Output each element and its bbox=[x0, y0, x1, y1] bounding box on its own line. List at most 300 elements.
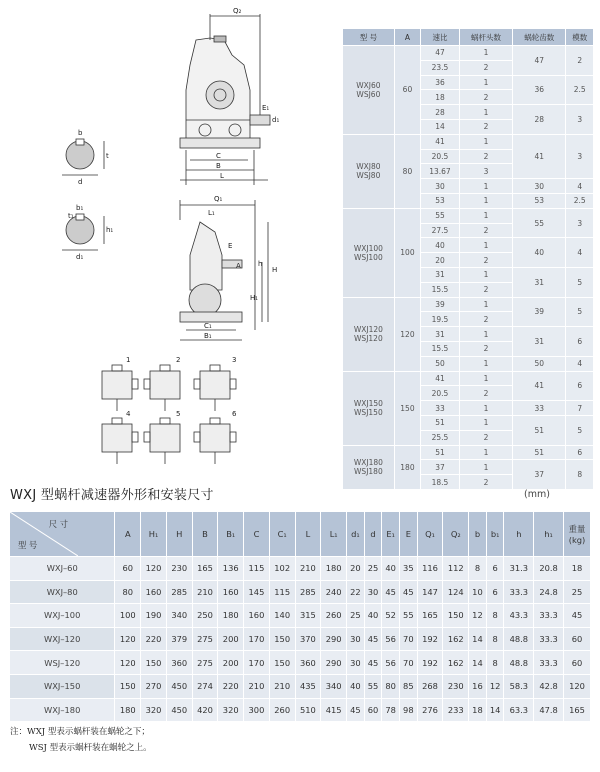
dims-value-cell: 56 bbox=[382, 651, 400, 675]
ratio-header-cell: A bbox=[394, 29, 420, 46]
dims-value-cell: 47.8 bbox=[534, 698, 564, 722]
ratio-heads-cell: 1 bbox=[459, 371, 512, 386]
dims-value-cell: 162 bbox=[443, 627, 469, 651]
dims-value-cell: 48.8 bbox=[504, 651, 534, 675]
ratio-teeth-cell: 55 bbox=[513, 208, 566, 238]
dims-value-cell: 8 bbox=[469, 557, 487, 581]
dims-value-cell: 360 bbox=[295, 651, 321, 675]
dims-value-cell: 165 bbox=[417, 604, 443, 628]
dims-value-cell: 250 bbox=[192, 604, 218, 628]
ratio-speed-cell: 36 bbox=[421, 75, 460, 90]
label-c1: C₁ bbox=[204, 322, 212, 330]
ratio-speed-cell: 23.5 bbox=[421, 60, 460, 75]
dims-value-cell: 10 bbox=[469, 580, 487, 604]
ratio-a-cell: 180 bbox=[394, 445, 420, 489]
gearbox-front-view bbox=[180, 14, 270, 185]
dims-value-cell: 45 bbox=[364, 651, 382, 675]
dims-value-cell: 315 bbox=[295, 604, 321, 628]
dims-header-cell: L bbox=[295, 512, 321, 557]
dims-value-cell: 120 bbox=[115, 651, 141, 675]
ratio-speed-cell: 14 bbox=[421, 119, 460, 134]
corner-top-label: 尺 寸 bbox=[48, 519, 68, 529]
ratio-row bbox=[343, 134, 594, 149]
ratio-heads-cell: 1 bbox=[459, 105, 512, 120]
ratio-module-cell: 5 bbox=[566, 267, 594, 297]
dims-value-cell: 340 bbox=[321, 674, 347, 698]
dims-value-cell: 290 bbox=[321, 651, 347, 675]
dims-header-cell: d₁ bbox=[347, 512, 365, 557]
dims-value-cell: 112 bbox=[443, 557, 469, 581]
dims-row bbox=[10, 580, 591, 604]
dims-value-cell: 270 bbox=[141, 674, 167, 698]
dims-value-cell: 78 bbox=[382, 698, 400, 722]
dims-header-cell: C bbox=[244, 512, 270, 557]
ratio-heads-cell: 1 bbox=[459, 238, 512, 253]
dims-value-cell: 210 bbox=[244, 674, 270, 698]
ratio-teeth-cell: 39 bbox=[513, 297, 566, 327]
dims-header-cell: b bbox=[469, 512, 487, 557]
dims-value-cell: 180 bbox=[218, 604, 244, 628]
ratio-speed-cell: 20.5 bbox=[421, 149, 460, 164]
dims-value-cell: 20 bbox=[347, 557, 365, 581]
dims-value-cell: 30 bbox=[347, 651, 365, 675]
ratio-row bbox=[343, 445, 594, 460]
config-number-5: 5 bbox=[176, 410, 181, 418]
ratio-teeth-cell: 47 bbox=[513, 46, 566, 76]
gearbox-drawings bbox=[0, 0, 340, 470]
dims-value-cell: 200 bbox=[218, 651, 244, 675]
ratio-a-cell: 120 bbox=[394, 297, 420, 371]
dims-value-cell: 160 bbox=[218, 580, 244, 604]
dims-value-cell: 260 bbox=[321, 604, 347, 628]
dims-value-cell: 290 bbox=[321, 627, 347, 651]
dims-value-cell: 120 bbox=[563, 674, 590, 698]
dims-value-cell: 100 bbox=[115, 604, 141, 628]
ratio-teeth-cell: 31 bbox=[513, 267, 566, 297]
label-d1-section: d₁ bbox=[76, 253, 84, 261]
dims-value-cell: 35 bbox=[400, 557, 418, 581]
dims-row bbox=[10, 651, 591, 675]
dims-value-cell: 80 bbox=[382, 674, 400, 698]
dims-value-cell: 300 bbox=[244, 698, 270, 722]
dims-value-cell: 70 bbox=[400, 651, 418, 675]
ratio-table-header bbox=[343, 29, 594, 46]
ratio-heads-cell: 2 bbox=[459, 253, 512, 268]
dims-value-cell: 20.8 bbox=[534, 557, 564, 581]
dims-model-cell: WXJ–120 bbox=[10, 627, 115, 651]
dims-value-cell: 45 bbox=[563, 604, 590, 628]
dims-value-cell: 450 bbox=[166, 698, 192, 722]
dims-value-cell: 30 bbox=[347, 627, 365, 651]
dims-header-cell: L₁ bbox=[321, 512, 347, 557]
ratio-heads-cell: 1 bbox=[459, 193, 512, 208]
dims-value-cell: 180 bbox=[115, 698, 141, 722]
ratio-heads-cell: 2 bbox=[459, 430, 512, 445]
ratio-module-cell: 4 bbox=[566, 238, 594, 268]
ratio-speed-cell: 55 bbox=[421, 208, 460, 223]
dims-value-cell: 60 bbox=[563, 627, 590, 651]
ratio-speed-cell: 41 bbox=[421, 371, 460, 386]
dims-model-cell: WXJ–60 bbox=[10, 557, 115, 581]
label-t: t bbox=[106, 152, 109, 160]
dims-header-cell: H bbox=[166, 512, 192, 557]
dims-value-cell: 379 bbox=[166, 627, 192, 651]
ratio-header-cell: 蜗轮齿数 bbox=[513, 29, 566, 46]
ratio-teeth-cell: 36 bbox=[513, 75, 566, 105]
dims-value-cell: 160 bbox=[141, 580, 167, 604]
label-a: A bbox=[236, 262, 241, 270]
label-l1: L₁ bbox=[208, 209, 215, 217]
dims-value-cell: 43.3 bbox=[504, 604, 534, 628]
ratio-speed-cell: 15.5 bbox=[421, 341, 460, 356]
ratio-heads-cell: 1 bbox=[459, 401, 512, 416]
ratio-teeth-cell: 51 bbox=[513, 415, 566, 445]
label-b1-base: B₁ bbox=[204, 332, 212, 340]
ratio-teeth-cell: 51 bbox=[513, 445, 566, 460]
config-number-6: 6 bbox=[232, 410, 237, 418]
dims-value-cell: 320 bbox=[218, 698, 244, 722]
notes bbox=[10, 724, 152, 756]
dims-value-cell: 12 bbox=[469, 604, 487, 628]
dims-value-cell: 40 bbox=[382, 557, 400, 581]
dims-value-cell: 165 bbox=[563, 698, 590, 722]
dims-value-cell: 435 bbox=[295, 674, 321, 698]
dims-value-cell: 320 bbox=[141, 698, 167, 722]
ratio-teeth-cell: 53 bbox=[513, 193, 566, 208]
label-h-small: h bbox=[258, 260, 263, 268]
label-h: H bbox=[272, 266, 278, 274]
dims-value-cell: 115 bbox=[244, 557, 270, 581]
ratio-speed-cell: 19.5 bbox=[421, 312, 460, 327]
note-line-1: 注：WXJ 型表示蜗杆装在蜗轮之下； bbox=[10, 727, 150, 737]
label-h1-height: H₁ bbox=[250, 294, 259, 302]
dims-value-cell: 150 bbox=[269, 651, 295, 675]
ratio-speed-cell: 25.5 bbox=[421, 430, 460, 445]
dims-value-cell: 33.3 bbox=[534, 651, 564, 675]
ratio-module-cell: 7 bbox=[566, 401, 594, 416]
unit-label: (mm) bbox=[524, 489, 550, 500]
ratio-module-cell: 6 bbox=[566, 371, 594, 401]
label-b: b bbox=[78, 129, 83, 137]
ratio-teeth-cell: 28 bbox=[513, 105, 566, 135]
dims-header-cell: B bbox=[192, 512, 218, 557]
dims-value-cell: 8 bbox=[486, 604, 504, 628]
ratio-table bbox=[342, 28, 594, 490]
dims-value-cell: 18 bbox=[563, 557, 590, 581]
dims-value-cell: 230 bbox=[166, 557, 192, 581]
ratio-speed-cell: 18 bbox=[421, 90, 460, 105]
ratio-module-cell: 4 bbox=[566, 179, 594, 194]
ratio-heads-cell: 1 bbox=[459, 297, 512, 312]
dims-header-cell: 重量 (kg) bbox=[563, 512, 590, 557]
ratio-row bbox=[343, 297, 594, 312]
dimensions-table-header bbox=[10, 512, 591, 557]
shaft-section-d bbox=[62, 139, 104, 175]
dims-model-cell: WXJ–180 bbox=[10, 698, 115, 722]
ratio-heads-cell: 2 bbox=[459, 475, 512, 490]
dims-header-cell: h bbox=[504, 512, 534, 557]
dims-value-cell: 140 bbox=[269, 604, 295, 628]
ratio-model-cell: WXJ60 WSJ60 bbox=[343, 46, 395, 135]
dims-value-cell: 31.3 bbox=[504, 557, 534, 581]
dims-model-cell: WSJ–120 bbox=[10, 651, 115, 675]
dims-value-cell: 420 bbox=[192, 698, 218, 722]
dims-value-cell: 124 bbox=[443, 580, 469, 604]
ratio-header-cell: 型 号 bbox=[343, 29, 395, 46]
dims-model-cell: WXJ–80 bbox=[10, 580, 115, 604]
ratio-model-cell: WXJ180 WSJ180 bbox=[343, 445, 395, 489]
ratio-row bbox=[343, 46, 594, 61]
label-q1: Q₁ bbox=[214, 195, 223, 203]
dims-value-cell: 24.8 bbox=[534, 580, 564, 604]
label-q2: Q₂ bbox=[233, 7, 242, 15]
dims-header-cell: C₁ bbox=[269, 512, 295, 557]
dims-value-cell: 150 bbox=[269, 627, 295, 651]
ratio-speed-cell: 15.5 bbox=[421, 282, 460, 297]
label-e: E bbox=[228, 242, 233, 250]
ratio-model-cell: WXJ120 WSJ120 bbox=[343, 297, 395, 371]
dims-row bbox=[10, 698, 591, 722]
dims-header-cell: A bbox=[115, 512, 141, 557]
dims-value-cell: 45 bbox=[382, 580, 400, 604]
gearbox-side-view bbox=[180, 200, 268, 340]
dims-value-cell: 220 bbox=[218, 674, 244, 698]
dims-value-cell: 233 bbox=[443, 698, 469, 722]
ratio-heads-cell: 2 bbox=[459, 60, 512, 75]
dims-value-cell: 170 bbox=[244, 651, 270, 675]
ratio-speed-cell: 31 bbox=[421, 267, 460, 282]
config-number-4: 4 bbox=[126, 410, 131, 418]
dims-value-cell: 40 bbox=[347, 674, 365, 698]
dims-value-cell: 275 bbox=[192, 627, 218, 651]
dims-value-cell: 210 bbox=[295, 557, 321, 581]
ratio-teeth-cell: 31 bbox=[513, 327, 566, 357]
dims-header-cell: E bbox=[400, 512, 418, 557]
dims-value-cell: 180 bbox=[321, 557, 347, 581]
ratio-speed-cell: 41 bbox=[421, 134, 460, 149]
dims-value-cell: 160 bbox=[244, 604, 270, 628]
ratio-speed-cell: 28 bbox=[421, 105, 460, 120]
dims-value-cell: 25 bbox=[563, 580, 590, 604]
dims-row bbox=[10, 604, 591, 628]
ratio-speed-cell: 20.5 bbox=[421, 386, 460, 401]
dims-value-cell: 6 bbox=[486, 580, 504, 604]
dims-value-cell: 45 bbox=[347, 698, 365, 722]
dims-value-cell: 33.3 bbox=[534, 604, 564, 628]
ratio-heads-cell: 2 bbox=[459, 119, 512, 134]
dims-value-cell: 45 bbox=[364, 627, 382, 651]
dims-value-cell: 360 bbox=[166, 651, 192, 675]
ratio-heads-cell: 1 bbox=[459, 445, 512, 460]
ratio-heads-cell: 2 bbox=[459, 223, 512, 238]
ratio-speed-cell: 33 bbox=[421, 401, 460, 416]
ratio-module-cell: 5 bbox=[566, 297, 594, 327]
dims-value-cell: 42.8 bbox=[534, 674, 564, 698]
dims-value-cell: 56 bbox=[382, 627, 400, 651]
ratio-speed-cell: 50 bbox=[421, 356, 460, 371]
dims-value-cell: 14 bbox=[486, 698, 504, 722]
ratio-module-cell: 6 bbox=[566, 445, 594, 460]
label-h1: h₁ bbox=[106, 226, 114, 234]
ratio-module-cell: 2 bbox=[566, 46, 594, 76]
dims-value-cell: 116 bbox=[417, 557, 443, 581]
ratio-header-cell: 模数 bbox=[566, 29, 594, 46]
dims-value-cell: 115 bbox=[269, 580, 295, 604]
dims-value-cell: 55 bbox=[364, 674, 382, 698]
ratio-heads-cell: 2 bbox=[459, 282, 512, 297]
ratio-module-cell: 6 bbox=[566, 327, 594, 357]
dims-value-cell: 60 bbox=[364, 698, 382, 722]
dims-value-cell: 12 bbox=[486, 674, 504, 698]
ratio-speed-cell: 51 bbox=[421, 445, 460, 460]
dims-value-cell: 450 bbox=[166, 674, 192, 698]
config-number-2: 2 bbox=[176, 356, 181, 364]
dims-value-cell: 415 bbox=[321, 698, 347, 722]
corner-header bbox=[10, 512, 115, 557]
dims-value-cell: 192 bbox=[417, 651, 443, 675]
dims-value-cell: 120 bbox=[141, 557, 167, 581]
ratio-teeth-cell: 41 bbox=[513, 134, 566, 178]
dims-value-cell: 210 bbox=[192, 580, 218, 604]
ratio-model-cell: WXJ150 WSJ150 bbox=[343, 371, 395, 445]
dims-value-cell: 55 bbox=[400, 604, 418, 628]
dims-header-cell: b₁ bbox=[486, 512, 504, 557]
dims-value-cell: 98 bbox=[400, 698, 418, 722]
dims-value-cell: 45 bbox=[400, 580, 418, 604]
dims-value-cell: 230 bbox=[443, 674, 469, 698]
ratio-a-cell: 150 bbox=[394, 371, 420, 445]
label-b1: b₁ bbox=[76, 204, 84, 212]
dims-header-cell: d bbox=[364, 512, 382, 557]
dims-value-cell: 33.3 bbox=[534, 627, 564, 651]
dims-value-cell: 165 bbox=[192, 557, 218, 581]
dims-header-cell: h₁ bbox=[534, 512, 564, 557]
dims-value-cell: 63.3 bbox=[504, 698, 534, 722]
ratio-speed-cell: 13.67 bbox=[421, 164, 460, 179]
dims-value-cell: 30 bbox=[364, 580, 382, 604]
mounting-configurations bbox=[102, 365, 236, 464]
dims-value-cell: 14 bbox=[469, 627, 487, 651]
dims-value-cell: 40 bbox=[364, 604, 382, 628]
ratio-model-cell: WXJ80 WSJ80 bbox=[343, 134, 395, 208]
ratio-heads-cell: 1 bbox=[459, 460, 512, 475]
ratio-model-cell: WXJ100 WSJ100 bbox=[343, 208, 395, 297]
dims-header-cell: E₁ bbox=[382, 512, 400, 557]
ratio-heads-cell: 2 bbox=[459, 312, 512, 327]
dims-value-cell: 25 bbox=[364, 557, 382, 581]
dims-value-cell: 340 bbox=[166, 604, 192, 628]
ratio-heads-cell: 3 bbox=[459, 164, 512, 179]
ratio-speed-cell: 27.5 bbox=[421, 223, 460, 238]
ratio-teeth-cell: 41 bbox=[513, 371, 566, 401]
ratio-speed-cell: 40 bbox=[421, 238, 460, 253]
dims-value-cell: 275 bbox=[192, 651, 218, 675]
dims-value-cell: 25 bbox=[347, 604, 365, 628]
dims-value-cell: 85 bbox=[400, 674, 418, 698]
dims-value-cell: 162 bbox=[443, 651, 469, 675]
ratio-teeth-cell: 37 bbox=[513, 460, 566, 490]
ratio-teeth-cell: 30 bbox=[513, 179, 566, 194]
dims-header-cell: Q₂ bbox=[443, 512, 469, 557]
label-d: d bbox=[78, 178, 83, 186]
label-c: C bbox=[216, 152, 221, 160]
ratio-teeth-cell: 50 bbox=[513, 356, 566, 371]
ratio-speed-cell: 39 bbox=[421, 297, 460, 312]
ratio-module-cell: 5 bbox=[566, 415, 594, 445]
dims-value-cell: 52 bbox=[382, 604, 400, 628]
dimensions-table bbox=[9, 511, 591, 722]
dims-value-cell: 22 bbox=[347, 580, 365, 604]
dims-value-cell: 276 bbox=[417, 698, 443, 722]
dims-header-cell: B₁ bbox=[218, 512, 244, 557]
dims-row bbox=[10, 557, 591, 581]
ratio-speed-cell: 30 bbox=[421, 179, 460, 194]
dims-value-cell: 200 bbox=[218, 627, 244, 651]
dims-header-cell: H₁ bbox=[141, 512, 167, 557]
dims-value-cell: 8 bbox=[486, 627, 504, 651]
corner-bottom-label: 型 号 bbox=[18, 540, 38, 550]
dims-value-cell: 58.3 bbox=[504, 674, 534, 698]
label-t1: t₁ bbox=[68, 212, 74, 220]
page-title: WXJ 型蜗杆减速器外形和安装尺寸 bbox=[10, 488, 214, 503]
ratio-module-cell: 8 bbox=[566, 460, 594, 490]
ratio-speed-cell: 20 bbox=[421, 253, 460, 268]
dims-value-cell: 14 bbox=[469, 651, 487, 675]
dims-value-cell: 170 bbox=[244, 627, 270, 651]
dims-value-cell: 60 bbox=[563, 651, 590, 675]
ratio-module-cell: 3 bbox=[566, 134, 594, 178]
dims-value-cell: 8 bbox=[486, 651, 504, 675]
ratio-teeth-cell: 33 bbox=[513, 401, 566, 416]
ratio-heads-cell: 1 bbox=[459, 267, 512, 282]
ratio-a-cell: 80 bbox=[394, 134, 420, 208]
dims-value-cell: 190 bbox=[141, 604, 167, 628]
label-b-dim: B bbox=[216, 162, 221, 170]
dims-value-cell: 147 bbox=[417, 580, 443, 604]
dims-value-cell: 145 bbox=[244, 580, 270, 604]
ratio-heads-cell: 1 bbox=[459, 46, 512, 61]
ratio-speed-cell: 31 bbox=[421, 327, 460, 342]
ratio-module-cell: 3 bbox=[566, 208, 594, 238]
ratio-heads-cell: 1 bbox=[459, 327, 512, 342]
dims-value-cell: 80 bbox=[115, 580, 141, 604]
ratio-a-cell: 100 bbox=[394, 208, 420, 297]
ratio-heads-cell: 2 bbox=[459, 149, 512, 164]
dims-value-cell: 274 bbox=[192, 674, 218, 698]
dims-value-cell: 210 bbox=[269, 674, 295, 698]
ratio-speed-cell: 53 bbox=[421, 193, 460, 208]
dims-value-cell: 120 bbox=[115, 627, 141, 651]
dims-value-cell: 220 bbox=[141, 627, 167, 651]
dims-value-cell: 150 bbox=[115, 674, 141, 698]
ratio-heads-cell: 1 bbox=[459, 356, 512, 371]
dims-value-cell: 136 bbox=[218, 557, 244, 581]
dims-header-cell: Q₁ bbox=[417, 512, 443, 557]
label-e1: E₁ bbox=[262, 104, 270, 112]
dims-value-cell: 150 bbox=[141, 651, 167, 675]
dims-value-cell: 16 bbox=[469, 674, 487, 698]
ratio-teeth-cell: 40 bbox=[513, 238, 566, 268]
ratio-heads-cell: 2 bbox=[459, 341, 512, 356]
ratio-a-cell: 60 bbox=[394, 46, 420, 135]
dims-value-cell: 268 bbox=[417, 674, 443, 698]
dims-model-cell: WXJ–150 bbox=[10, 674, 115, 698]
label-l: L bbox=[220, 172, 224, 180]
config-number-3: 3 bbox=[232, 356, 237, 364]
dims-value-cell: 6 bbox=[486, 557, 504, 581]
dims-value-cell: 48.8 bbox=[504, 627, 534, 651]
ratio-heads-cell: 1 bbox=[459, 208, 512, 223]
